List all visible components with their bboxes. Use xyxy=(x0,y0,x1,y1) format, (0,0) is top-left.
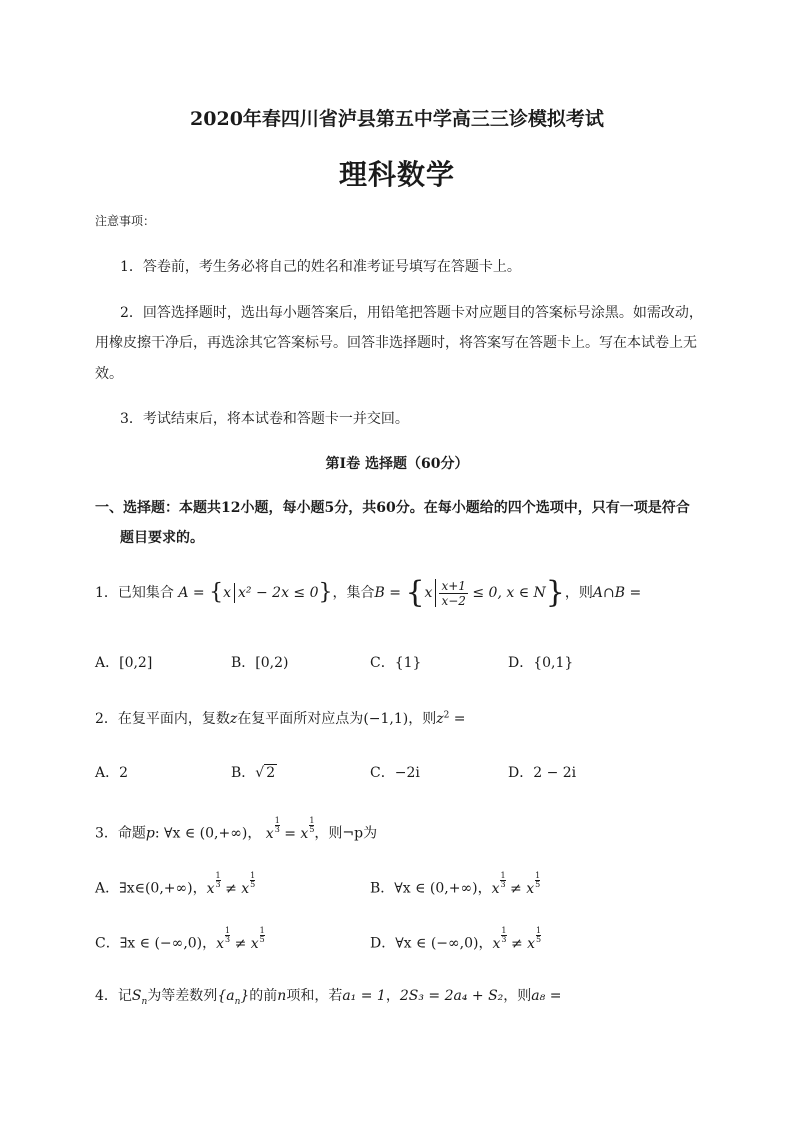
question-1 xyxy=(95,575,642,610)
q2-option-d: D．2 − 2i xyxy=(508,765,577,781)
notice-heading: 注意事项： xyxy=(95,214,156,228)
q3-var-p: p xyxy=(145,825,155,842)
q1-option-a: A．[0,2] xyxy=(95,655,153,671)
q4-text3: 项和，若 xyxy=(286,988,343,1004)
question-3: 3．命题p: ∀x ∈ (0,+∞)， x $\frac{1}{3}$ = x $\frac{1}{5}$ ，则¬p为 xyxy=(95,816,378,842)
q3-option-d: D．∀x ∈ (−∞,0)，x $\frac{1}{3}$ ≠ x $\frac{1}{5}$ xyxy=(370,926,542,952)
exam-title: 2020年春四川省泸县第五中学高三三诊模拟考试 xyxy=(190,108,604,130)
q1-mid: ，集合 xyxy=(332,585,375,601)
q1-option-b: B．[0,2) xyxy=(231,655,289,671)
section-intro-line2: 题目要求的。 xyxy=(120,530,204,546)
q4-text1: 为等差数列 xyxy=(147,988,218,1004)
q3-option-c: C．∃x ∈ (−∞,0)，x $\frac{1}{3}$ ≠ x $\frac{1}{5}$ xyxy=(95,926,265,952)
notice-item-1: 1．答卷前，考生务必将自己的姓名和准考证号填写在答题卡上。 xyxy=(120,259,521,275)
question-2 xyxy=(95,708,466,728)
q2-var-z: z xyxy=(229,711,238,727)
q2-prefix: 2．在复平面内，复数 xyxy=(95,711,230,727)
notice-item-2-cont: 用橡皮擦干净后，再选涂其它答案标号。回答非选择题时，将答案写在答题卡上。写在本试卷上无 xyxy=(95,335,697,351)
section-title: 第Ⅰ卷 选择题（60分） xyxy=(325,456,469,472)
q2-mid: 在复平面所对应点为 xyxy=(237,711,364,727)
q2-option-c: C．−2i xyxy=(370,765,420,781)
q1-set-a: A = {x x² − 2x ≤ 0} xyxy=(178,580,333,605)
q4-text2: 的前 xyxy=(249,988,278,1004)
q3-option-a: A．∃x∈(0,+∞)，x $\frac{1}{3}$ ≠ x $\frac{1}{5}$ xyxy=(95,871,256,897)
q2-option-a: A．2 xyxy=(95,765,129,781)
q1-end: ，则 xyxy=(564,585,593,601)
notice-item-2: 2．回答选择题时，选出每小题答案后，用铅笔把答题卡对应题目的答案标号涂黑。如需改动， xyxy=(120,305,703,321)
q2-point: (−1,1) xyxy=(363,711,409,727)
question-4: 4．记$S_n$为等差数列$\{a_n\}$的前n项和，若a₁ = 1，2S₃ = 2a₄ + S₂，则a₈ = xyxy=(95,988,562,1007)
notice-item-3: 3．考试结束后，将本试卷和答题卡一并交回。 xyxy=(120,411,409,427)
q2-option-b: B．√ 2 xyxy=(231,765,276,781)
exam-subject: 理科数学 xyxy=(338,158,455,191)
q3-prefix: 3．命题 xyxy=(95,825,146,842)
notice-item-2-end: 效。 xyxy=(95,366,123,382)
q4-ask: a₈ = xyxy=(531,988,562,1004)
q2-end: ，则 xyxy=(408,711,437,727)
q3-equation: x $\frac{1}{3}$ = x $\frac{1}{5}$ xyxy=(265,816,315,842)
q4-cond1: a₁ = 1 xyxy=(342,988,386,1004)
q4-cond2: 2S₃ = 2a₄ + S₂ xyxy=(399,988,504,1004)
q1-option-d: D．{0,1} xyxy=(508,655,574,671)
q1-ask: A∩B = xyxy=(592,585,642,601)
q3-option-b: B．∀x ∈ (0,+∞)，x $\frac{1}{3}$ ≠ x $\frac{1}{5}$ xyxy=(370,871,541,897)
q4-sequence: $\{a_n\}$ xyxy=(217,988,250,1007)
q3-end: ，则¬p为 xyxy=(314,825,378,842)
q1-option-c: C．{1} xyxy=(370,655,422,671)
q4-sn: $S_n$ xyxy=(131,988,148,1007)
q1-set-b: B = {x $\frac{x+1}{x-2}$ ≤ 0, x ∈ N} xyxy=(374,575,565,610)
q4-end: ，则 xyxy=(503,988,532,1004)
q4-var-n: n xyxy=(277,988,287,1004)
q3-cond: : ∀x ∈ (0,+∞) xyxy=(154,825,248,842)
section-intro-line1: 一、选择题：本题共12小题，每小题5分，共60分。在每小题给的四个选项中，只有一项是符合 xyxy=(95,500,690,516)
q2-ask: $z^2$ = xyxy=(436,710,466,727)
q1-prefix: 1．已知集合 xyxy=(95,585,174,601)
q4-prefix: 4．记 xyxy=(95,988,132,1004)
